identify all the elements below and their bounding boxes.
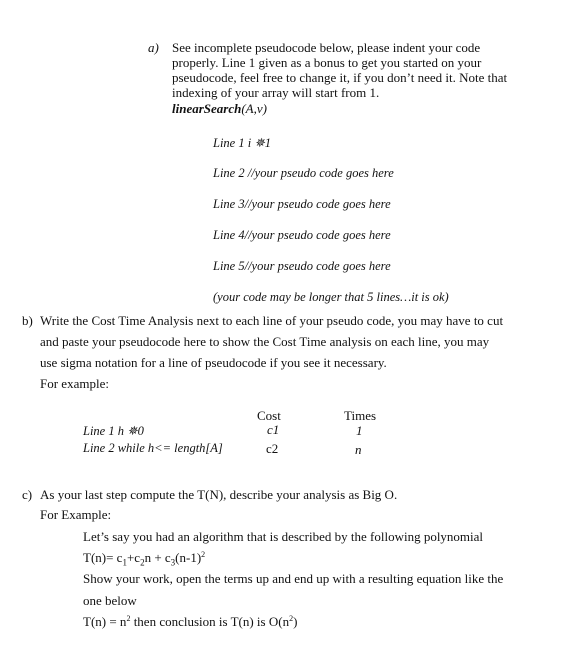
function-signature xyxy=(172,101,267,117)
table-row-1-code: Line 1 h ✵0 xyxy=(83,424,144,438)
poly-sub-1: 1 xyxy=(122,557,127,568)
code-line-3: Line 3//your pseudo code goes here xyxy=(213,197,391,211)
poly-term-c: (n-1) xyxy=(175,550,202,565)
conclusion-a: T(n) = n xyxy=(83,614,127,629)
part-b-example-label: For example: xyxy=(40,376,109,391)
poly-sub-2: 2 xyxy=(140,557,145,568)
conclusion-line xyxy=(83,614,297,630)
code-note: (your code may be longer that 5 lines…it is ok) xyxy=(213,290,449,304)
show-work-line-1: Show your work, open the terms up and end up with a resulting equation like the xyxy=(83,571,504,586)
polynomial-line xyxy=(83,550,205,566)
table-row-2-code: Line 2 while h<= length[A] xyxy=(83,441,223,455)
part-c-marker: c) xyxy=(22,487,33,502)
table-header-times: Times xyxy=(344,408,377,423)
conclusion-exp-1: 2 xyxy=(126,614,131,623)
part-a-marker: a) xyxy=(148,40,159,55)
part-a-line-3: pseudocode, feel free to change it, if you don’t need it. Note that xyxy=(172,70,508,85)
code-line-4: Line 4//your pseudo code goes here xyxy=(213,228,391,242)
poly-exponent: 2 xyxy=(201,550,206,559)
part-b-line-3: use sigma notation for a line of pseudocode if you see it necessary. xyxy=(40,355,387,370)
part-a-line-2: properly. Line 1 given as a bonus to get you started on your xyxy=(172,55,482,70)
code-line-5: Line 5//your pseudo code goes here xyxy=(213,259,391,273)
conclusion-c: ) xyxy=(293,614,298,629)
part-c-line-1: As your last step compute the T(N), describe your analysis as Big O. xyxy=(40,487,398,502)
part-a-line-4: indexing of your array will start from 1. xyxy=(172,85,380,100)
table-row-2-times: n xyxy=(355,442,362,457)
table-row-1-cost: c1 xyxy=(267,422,280,437)
show-work-line-2: one below xyxy=(83,593,137,608)
part-c-description: Let’s say you had an algorithm that is described by the following polynomial xyxy=(83,529,484,544)
part-b-line-2: and paste your pseudocode here to show the Cost Time analysis on each line, you may xyxy=(40,334,490,349)
poly-term-a: +c xyxy=(126,550,141,565)
table-row-2-cost: c2 xyxy=(266,441,279,456)
table-row-1-times: 1 xyxy=(356,423,363,438)
conclusion-b: then conclusion is T(n) is O(n xyxy=(130,614,290,629)
table-header-cost: Cost xyxy=(257,408,281,423)
conclusion-exp-2: 2 xyxy=(289,614,294,623)
part-b-marker: b) xyxy=(22,313,33,328)
code-line-2: Line 2 //your pseudo code goes here xyxy=(213,166,394,180)
poly-sub-3: 3 xyxy=(170,557,176,568)
poly-term-b: n + c xyxy=(144,550,171,565)
poly-lhs: T(n)= c xyxy=(83,550,123,565)
part-c-example-label: For Example: xyxy=(40,507,112,522)
code-line-1: Line 1 i ✵1 xyxy=(213,136,272,150)
function-args: (A,v) xyxy=(241,101,267,116)
part-a-line-1: See incomplete pseudocode below, please indent your code xyxy=(172,40,481,55)
part-b-line-1: Write the Cost Time Analysis next to each line of your pseudo code, you may have to cut xyxy=(40,313,504,328)
function-name: linearSearch xyxy=(172,101,242,116)
